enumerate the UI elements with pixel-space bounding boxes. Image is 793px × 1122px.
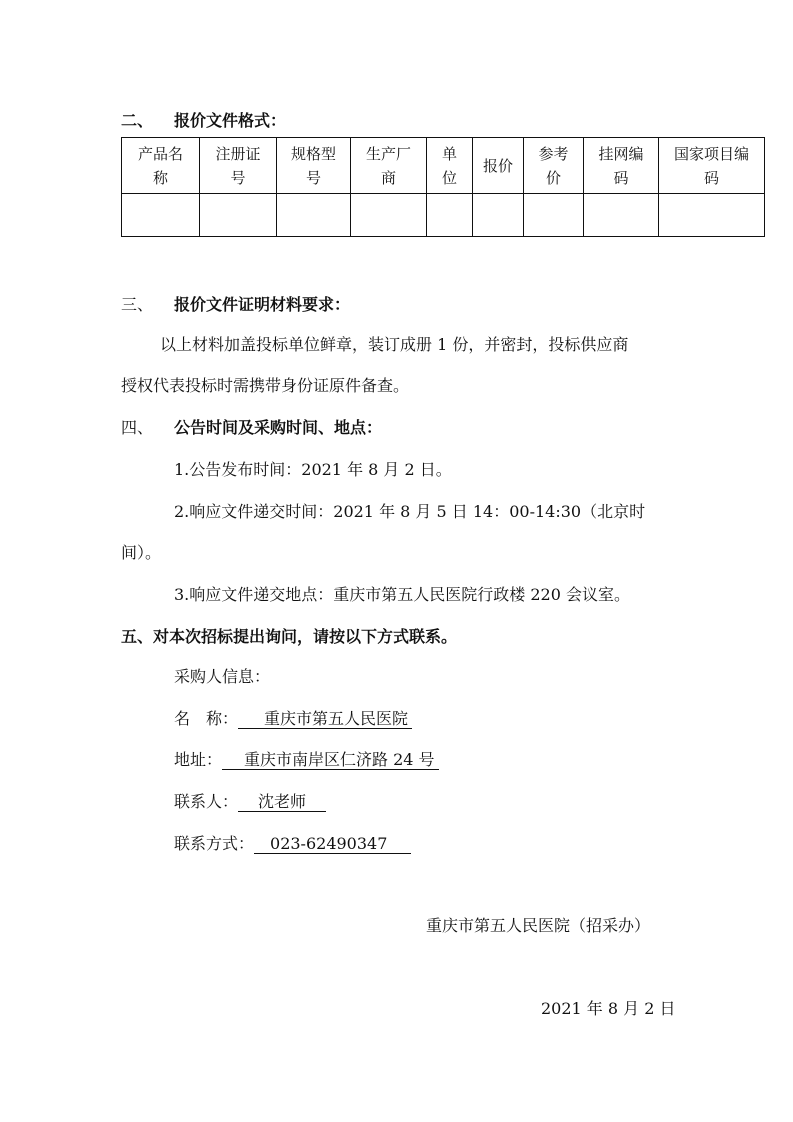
contact-person-row [174,789,326,812]
announcement-time-item: 1.公告发布时间：2021 年 8 月 2 日。 [174,460,452,479]
table-cell [584,194,659,237]
purchaser-name-row [174,706,412,729]
section-2-title: 报价文件格式： [174,111,287,130]
header-cell: 挂网编 码 [584,138,659,194]
section-3-title: 报价文件证明材料要求： [174,295,351,314]
purchaser-name-value: 重庆市第五人民医院 [238,710,412,729]
issue-date: 2021 年 8 月 2 日 [541,999,676,1018]
table-cell [351,194,427,237]
header-cell: 产品名 称 [122,138,200,194]
section-4-number: 四、 [121,418,154,437]
section-3-paragraph-line-1: 以上材料加盖投标单位鲜章，装订成册 1 份，并密封，投标供应商 [160,335,629,354]
table-cell [277,194,351,237]
table-cell [659,194,765,237]
table-cell [200,194,277,237]
submission-time-item-line-1: 2.响应文件递交时间：2021 年 8 月 5 日 14：00-14:30（北京时 [174,502,646,521]
section-3-number: 三、 [121,295,154,314]
table-cell [122,194,200,237]
header-cell: 注册证 号 [200,138,277,194]
table-cell [524,194,584,237]
header-cell: 参考 价 [524,138,584,194]
section-2-number: 二、 [121,111,154,130]
header-cell: 国家项目编 码 [659,138,765,194]
contact-phone-value: 023-62490347 [254,835,411,854]
table-row [122,194,765,237]
table-cell [427,194,473,237]
contact-person-label: 联系人： [174,792,239,811]
header-cell: 生产厂 商 [351,138,427,194]
submission-time-item-line-2: 间）。 [121,543,162,562]
contact-person-value: 沈老师 [238,793,326,812]
purchaser-name-label: 名 称： [174,709,239,728]
header-cell: 报价 [473,138,524,194]
purchaser-address-label: 地址： [174,750,223,769]
table-header-row [122,138,765,194]
section-5-title: 五、对本次招标提出询问，请按以下方式联系。 [121,627,458,646]
header-cell: 规格型 号 [277,138,351,194]
header-cell: 单 位 [427,138,473,194]
submission-location-item: 3.响应文件递交地点：重庆市第五人民医院行政楼 220 会议室。 [174,585,630,604]
purchaser-address-row [174,747,439,770]
contact-phone-label: 联系方式： [174,834,255,853]
contact-phone-row [174,831,411,854]
quote-format-table [121,137,765,237]
table-cell [473,194,524,237]
purchaser-address-value: 重庆市南岸区仁济路 24 号 [222,751,439,770]
section-4-title: 公告时间及采购时间、地点： [174,418,383,437]
purchaser-info-label: 采购人信息： [174,667,271,686]
section-3-paragraph-line-2: 授权代表投标时需携带身份证原件备查。 [121,376,410,395]
issuing-organization: 重庆市第五人民医院（招采办） [426,916,651,935]
